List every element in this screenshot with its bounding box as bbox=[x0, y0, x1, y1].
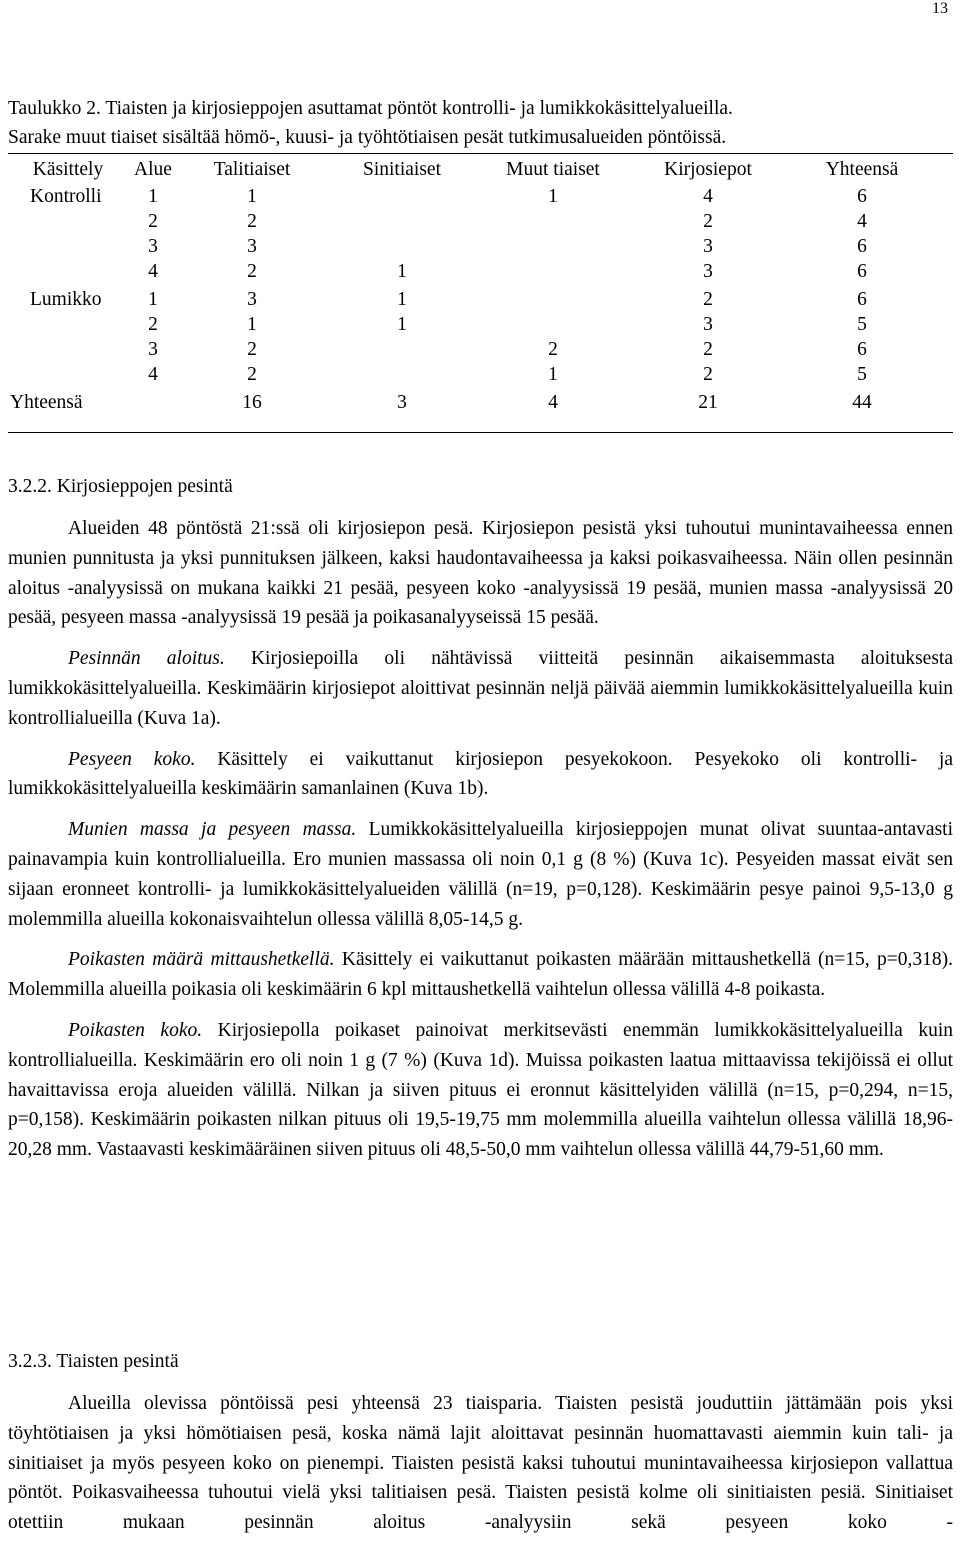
table-cell: 5 bbox=[857, 364, 867, 385]
section-322-body bbox=[8, 514, 953, 1176]
table-cell: 2 bbox=[148, 314, 158, 335]
paragraph-2-title: Pesinnän aloitus. bbox=[68, 648, 225, 670]
table-header-cell: Talitiaiset bbox=[213, 159, 291, 180]
table-cell: 3 bbox=[703, 314, 713, 335]
table-cell: 4 bbox=[148, 261, 158, 282]
table-cell: 3 bbox=[703, 261, 713, 282]
table-total-cell: 4 bbox=[548, 392, 558, 413]
paragraph-2: Pesinnän aloitus. Kirjosiepoilla oli nähtävissä viitteitä pesinnän aikaisemmasta aloituksesta lumikkokäsittelyalueilla. Keskimäärin kirjosiepot aloittivat pesinnän neljä päivää aiemmin lumikkokäsittelyalueilla kuin kontrollialueilla (Kuva 1a). bbox=[8, 648, 953, 729]
paragraph-4: Munien massa ja pesyeen massa. Lumikkokäsittelyalueilla kirjosieppojen munat olivat suuntaa-antavasti painavampia kuin kontrollialueilla. Ero munien massassa oli noin 0,1 g (8 %) (Kuva 1c). Pesyeiden massat eivät sen sijaan eronneet kontrolli- ja lumikkokäsittelyalueiden välillä (n=19, p=0,128). Keskimäärin pesye painoi 9,5-13,0 g molemmilla alueilla kokonaisvaihtelun ollessa välillä 8,05-14,5 g. bbox=[8, 819, 954, 930]
table-cell: 1 bbox=[148, 289, 158, 310]
paragraph-5-title: Poikasten määrä mittaushetkellä. bbox=[68, 949, 335, 971]
table-group-label: Lumikko bbox=[30, 289, 102, 310]
table-bottom-rule bbox=[8, 432, 953, 433]
table-cell: 3 bbox=[247, 236, 257, 257]
table-cell: 4 bbox=[703, 186, 713, 207]
table-cell: 1 bbox=[148, 186, 158, 207]
table-cell: 2 bbox=[703, 339, 713, 360]
table-cell: 6 bbox=[857, 236, 867, 257]
table-cell: 5 bbox=[857, 314, 867, 335]
table-group-label: Kontrolli bbox=[30, 186, 102, 207]
table-cell: 1 bbox=[397, 314, 407, 335]
paragraph-3: Pesyeen koko. Käsittely ei vaikuttanut kirjosiepon pesyekokoon. Pesyekoko oli kontrolli- ja lumikkokäsittelyalueilla keskimäärin samanlainen (Kuva 1b). bbox=[8, 748, 953, 800]
paragraph-4-title: Munien massa ja pesyeen massa. bbox=[68, 819, 357, 841]
table-total-cell: 16 bbox=[242, 392, 262, 413]
page-number: 13 bbox=[932, 0, 948, 17]
table-cell: 1 bbox=[397, 289, 407, 310]
table-cell: 2 bbox=[703, 289, 713, 310]
caption-line-2: Sarake muut tiaiset sisältää hömö-, kuusi- ja työhtötiaisen pesät tutkimusalueiden pöntöissä. bbox=[8, 127, 727, 148]
table-header-cell: Alue bbox=[134, 159, 172, 180]
paragraph-3-title: Pesyeen koko. bbox=[68, 748, 196, 770]
table-cell: 1 bbox=[247, 314, 257, 335]
paragraph-6-title: Poikasten koko. bbox=[68, 1019, 203, 1041]
table-total-cell: 21 bbox=[698, 392, 718, 413]
table-cell: 6 bbox=[857, 339, 867, 360]
table-cell: 3 bbox=[703, 236, 713, 257]
section-heading-322: 3.2.2. Kirjosieppojen pesintä bbox=[8, 476, 233, 497]
paragraph-1: Alueiden 48 pöntöstä 21:ssä oli kirjosiepon pesä. Kirjosiepon pesistä yksi tuhoutui munintavaiheessa ennen munien punnitusta ja yksi punnituksen jälkeen, kaksi haudontavaiheessa ja kaksi poikasvaiheessa. Näin ollen pesinnän aloitus -analyysissä on mukana kaikki 21 pesää, pesyeen koko -analyysissä 19 pesää, munien massa -analyysissä 20 pesää, pesyeen massa -analyysissä 19 pesää ja poikasanalyyseissä 15 pesää. bbox=[8, 518, 953, 629]
table-cell: 2 bbox=[703, 364, 713, 385]
table-cell: 3 bbox=[148, 339, 158, 360]
table-cell: 2 bbox=[548, 339, 558, 360]
table-cell: 6 bbox=[857, 261, 867, 282]
table-cell: 3 bbox=[148, 236, 158, 257]
paragraph-5: Poikasten määrä mittaushetkellä. Käsittely ei vaikuttanut poikasten määrään mittaushetkellä (n=15, p=0,318). Molemmilla alueilla poikasia oli keskimäärin 6 kpl mittaushetkellä vaihtelun ollessa välillä 4-8 poikasta. bbox=[8, 949, 953, 1001]
table-total-cell: 44 bbox=[852, 392, 872, 413]
table-caption bbox=[8, 94, 953, 152]
table-total-label: Yhteensä bbox=[10, 392, 83, 413]
table-top-rule bbox=[8, 153, 953, 154]
paragraph-7: Alueilla olevissa pöntöissä pesi yhteensä 23 tiaisparia. Tiaisten pesistä jouduttiin jättämään pois yksi töyhtötiaisen ja yksi hömötiaisen pesä, koska nämä lajit aloittavat pesinnän huomattavasti aiemmin kuin tali- ja sinitiaiset ja myös pesyeen koko on pienempi. Tiaisten pesistä kaksi tuhoutui munintavaiheessa kirjosiepon vallattua pöntöt. Poikasvaiheessa tuhoutui vielä yksi talitiaisen pesä. Tiaisten pesistä kolme oli sinitiaisten pesiä. Sinitiaiset otettiin mukaan pesinnän aloitus -analyysiin sekä pesyeen koko - bbox=[8, 1393, 953, 1534]
table-header-cell: Sinitiaiset bbox=[363, 159, 441, 180]
table-cell: 4 bbox=[857, 211, 867, 232]
table-cell: 6 bbox=[857, 289, 867, 310]
section-heading-323: 3.2.3. Tiaisten pesintä bbox=[8, 1351, 179, 1372]
table-cell: 2 bbox=[247, 339, 257, 360]
table-cell: 4 bbox=[148, 364, 158, 385]
table-cell: 2 bbox=[703, 211, 713, 232]
table-header-cell: Yhteensä bbox=[825, 159, 899, 180]
table-cell: 2 bbox=[247, 261, 257, 282]
caption-line-1: Taulukko 2. Tiaisten ja kirjosieppojen asuttamat pöntöt kontrolli- ja lumikkokäsittelyalueilla. bbox=[8, 98, 733, 119]
table-cell: 1 bbox=[247, 186, 257, 207]
section-323-body bbox=[8, 1389, 953, 1549]
table-cell: 1 bbox=[548, 364, 558, 385]
table-cell: 1 bbox=[548, 186, 558, 207]
table-total-cell: 3 bbox=[397, 392, 407, 413]
table-cell: 3 bbox=[247, 289, 257, 310]
table-header-cell: Kirjosiepot bbox=[664, 159, 752, 180]
table-cell: 2 bbox=[247, 364, 257, 385]
table-cell: 2 bbox=[148, 211, 158, 232]
table-header-cell: Muut tiaiset bbox=[506, 159, 600, 180]
paragraph-6: Poikasten koko. Kirjosiepolla poikaset painoivat merkitsevästi enemmän lumikkokäsittelyalueilla kuin kontrollialueilla. Keskimäärin ero oli noin 1 g (7 %) (Kuva 1d). Muissa poikasten laatua mittaavissa tekijöissä ei ollut havaittavissa eroja alueiden välillä. Nilkan ja siiven pituus ei eronnut käsittelyiden välillä (n=15, p=0,294, n=15, p=0,158). Keskimäärin poikasten nilkan pituus oli 19,5-19,75 mm molemmilla alueilla vaihtelun ollessa välillä 18,96-20,28 mm. Vastaavasti keskimääräinen siiven pituus oli 48,5-50,0 mm vaihtelun ollessa välillä 44,79-51,60 mm. bbox=[8, 1019, 953, 1161]
table-cell: 2 bbox=[247, 211, 257, 232]
table-cell: 6 bbox=[857, 186, 867, 207]
table-cell: 1 bbox=[397, 261, 407, 282]
table-header-cell: Käsittely bbox=[32, 159, 104, 180]
